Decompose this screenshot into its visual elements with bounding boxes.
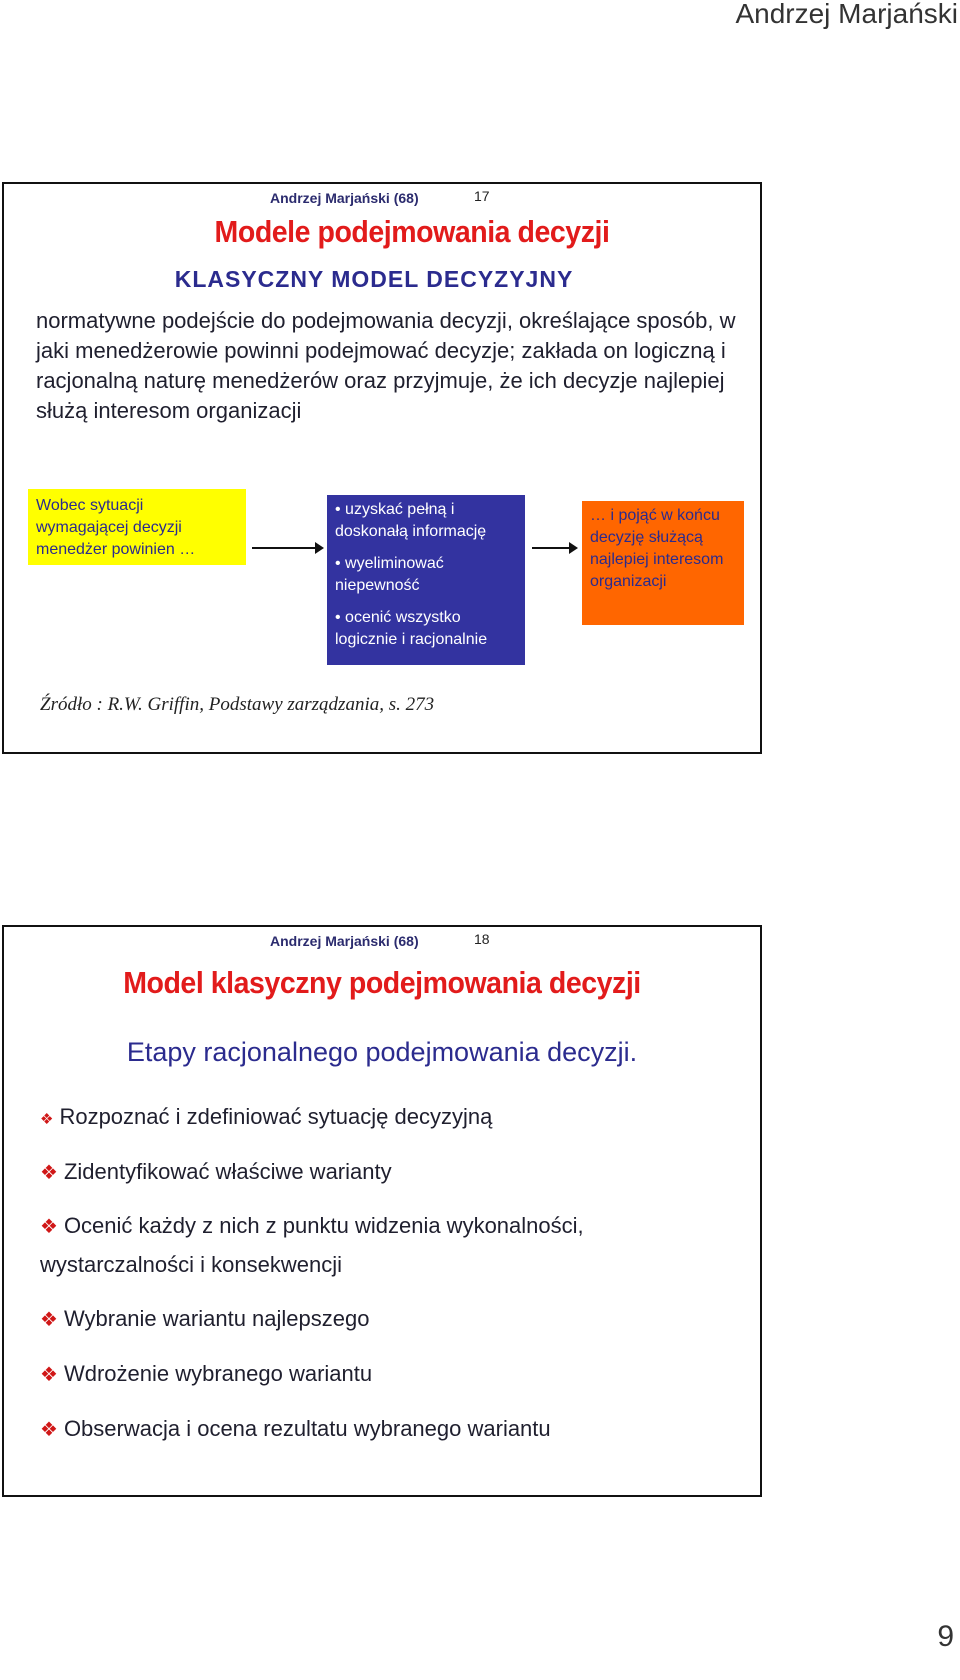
diamond-star-icon: ❖: [40, 1111, 54, 1128]
definition-paragraph: normatywne podejście do podejmowania decyzji, określające sposób, w jaki menedżerowie powinni podejmować decyzje; zakłada on logiczną i racjonalną naturę menedżerów oraz przyjmuje, że ich decyzje najlepiej służą interesom organizacji: [36, 308, 736, 423]
step-text: Ocenić każdy z nich z punktu widzenia wykonalności,: [63, 1213, 584, 1238]
actions-box: [327, 495, 525, 665]
slide-18: [2, 925, 762, 1497]
diamond-star-icon: ❖: [40, 1162, 58, 1184]
slide-17: [2, 182, 762, 754]
slide-number: 17: [474, 188, 490, 204]
slide-number: 18: [474, 931, 490, 947]
diamond-star-icon: ❖: [40, 1419, 58, 1441]
slide-subtitle: KLASYCZNY MODEL DECYZYJNY: [174, 266, 574, 292]
step-text: Obserwacja i ocena rezultatu wybranego wariantu: [63, 1416, 551, 1441]
step-text: Wdrożenie wybranego wariantu: [63, 1361, 373, 1386]
slide-title: Model klasyczny podejmowania decyzji: [123, 965, 641, 1000]
slide-author: Andrzej Marjański (68): [270, 933, 419, 949]
step-text: Wybranie wariantu najlepszego: [63, 1306, 370, 1331]
page-number: 9: [937, 1620, 954, 1653]
diamond-star-icon: ❖: [40, 1216, 58, 1238]
arrow-right-icon: [532, 547, 576, 549]
diamond-star-icon: ❖: [40, 1309, 58, 1331]
step-item: [40, 1354, 740, 1395]
arrow-right-icon: [252, 547, 322, 549]
slide-subtitle: Etapy racjonalnego podejmowania decyzji.: [126, 1037, 638, 1067]
step-item: [40, 1097, 740, 1140]
source-citation: Źródło : R.W. Griffin, Podstawy zarządzania, s. 273: [40, 694, 435, 715]
step-item: [40, 1152, 740, 1193]
page-header: Andrzej Marjański: [735, 0, 958, 29]
step-item: [40, 1409, 740, 1450]
step-text: Rozpoznać i zdefiniować sytuację decyzyjną: [59, 1104, 493, 1129]
step-text: wystarczalności i konsekwencji: [40, 1252, 342, 1277]
step-item: [40, 1299, 740, 1340]
action-item: • wyeliminować niepewność: [335, 553, 517, 597]
slide-title: Modele podejmowania decyzji: [214, 214, 610, 249]
step-item: [40, 1206, 740, 1247]
action-item: • uzyskać pełną i doskonałą informację: [335, 499, 517, 543]
diamond-star-icon: ❖: [40, 1364, 58, 1386]
slide-author: Andrzej Marjański (68): [270, 190, 419, 206]
action-item: • ocenić wszystko logicznie i racjonalnie: [335, 607, 517, 651]
step-continuation: [40, 1245, 740, 1285]
outcome-box: … i pojąć w końcu decyzję służącą najlepiej interesom organizacji: [582, 501, 744, 625]
situation-box: Wobec sytuacji wymagającej decyzji menedżer powinien …: [28, 489, 246, 565]
step-text: Zidentyfikować właściwe warianty: [63, 1159, 392, 1184]
